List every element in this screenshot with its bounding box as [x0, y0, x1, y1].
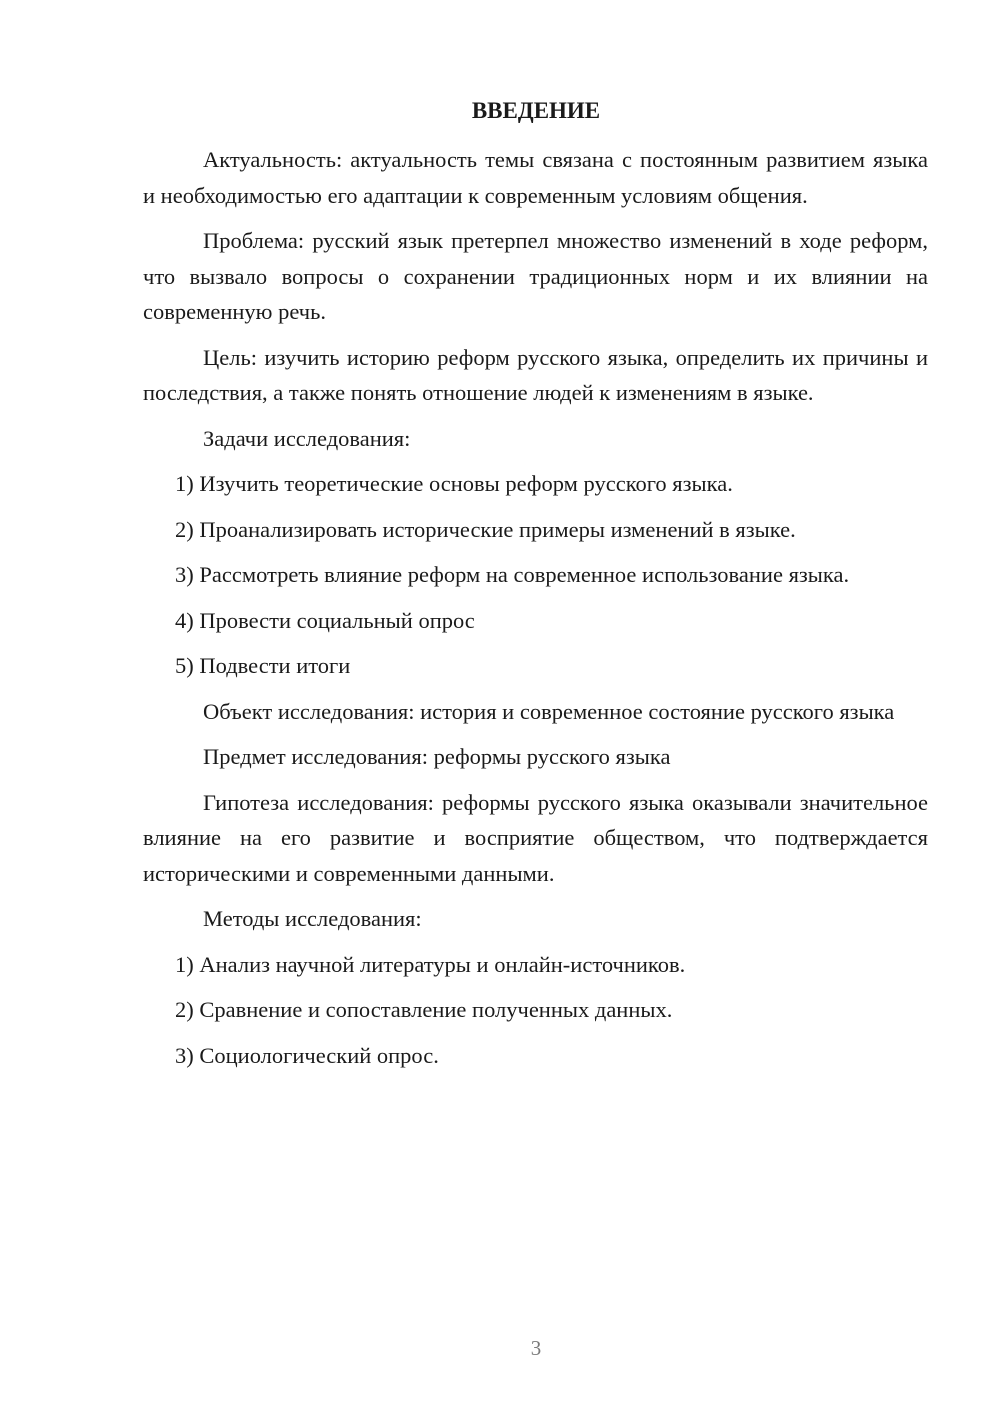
methods-heading: Методы исследования:	[203, 906, 422, 931]
task-item: 5) Подвести итоги	[175, 653, 351, 678]
object-paragraph: Объект исследования: история и современное состояние русского языка	[203, 698, 895, 724]
method-item: 1) Анализ научной литературы и онлайн-источников.	[175, 951, 686, 977]
problem-paragraph: Проблема: русский язык претерпел множество изменений в ходе реформ, что вызвало вопросы о сохранении традиционных норм и их влиянии на современную речь.	[143, 228, 928, 324]
tasks-heading: Задачи исследования:	[203, 425, 411, 451]
document-body	[143, 142, 928, 1083]
task-item: 4) Провести социальный опрос	[175, 607, 475, 633]
task-item: 3) Рассмотреть влияние реформ на современное использование языка.	[175, 562, 850, 587]
page-title: ВВЕДЕНИЕ	[471, 98, 601, 123]
task-item: 2) Проанализировать исторические примеры изменений в языке.	[175, 516, 796, 542]
goal-paragraph: Цель: изучить историю реформ русского языка, определить их причины и последствия, а также понять отношение людей к изменениям в языке.	[143, 344, 928, 405]
page-number: 3	[530, 1336, 542, 1360]
subject-paragraph: Предмет исследования: реформы русского языка	[203, 744, 671, 769]
hypothesis-paragraph: Гипотеза исследования: реформы русского языка оказывали значительное влияние на его развитие и восприятие обществом, что подтверждается историческими и современными данными.	[143, 789, 928, 886]
task-item: 1) Изучить теоретические основы реформ русского языка.	[175, 471, 733, 496]
relevance-paragraph: Актуальность: актуальность темы связана с постоянным развитием языка и необходимостью его адаптации к современным условиям общения.	[143, 147, 928, 208]
method-item: 3) Социологический опрос.	[175, 1042, 439, 1068]
method-item: 2) Сравнение и сопоставление полученных данных.	[175, 997, 673, 1022]
